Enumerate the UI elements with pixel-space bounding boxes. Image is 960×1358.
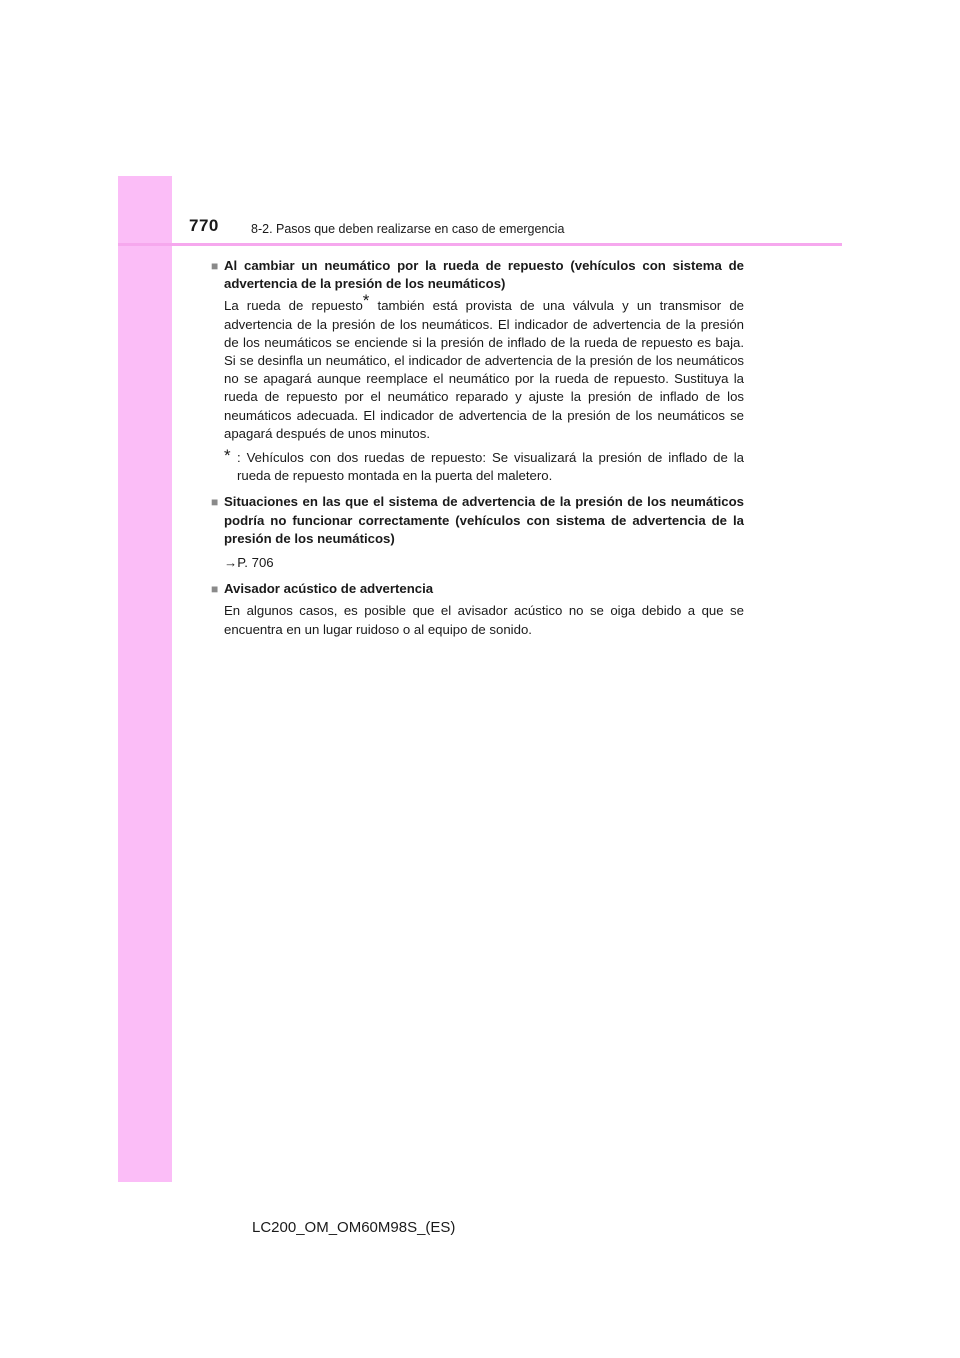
square-bullet-icon: ■ (211, 259, 219, 273)
page-content (211, 257, 744, 647)
footnote (224, 446, 744, 485)
footnote-star-icon: * (362, 291, 370, 311)
header-rule (118, 243, 842, 246)
section-heading (211, 580, 744, 598)
page-number: 770 (189, 216, 219, 235)
footnote-text: : Vehículos con dos ruedas de repuesto: Se visualizará la presión de inflado de la rueda de repuesto montada en la puerta del maletero. (237, 450, 744, 484)
section-malfunction-situations (211, 493, 744, 572)
body-text-rest: también está provista de una válvula y un transmisor de advertencia de la presión de los neumáticos. El indicador de advertencia de la presión de los neumáticos se enciende si la presión de inflado de la rueda de repuesto es baja. Si se desinfla un neumático, el indicador de advertencia de la presión de los neumáticos no se apagará aunque reemplace el neumático por la rueda de repuesto. Sustituya la rueda de repuesto por el neumático reparado y ajuste la presión de inflado de los neumáticos adecuada. El indicador de advertencia de la presión de los neumáticos se apagará después de unos minutos. (224, 298, 744, 441)
footnote-star-icon: * (224, 446, 231, 466)
section-heading (211, 493, 744, 548)
section-body (224, 291, 744, 485)
square-bullet-icon: ■ (211, 495, 219, 510)
heading-text: Al cambiar un neumático por la rueda de repuesto (vehículos con sistema de advertencia de la presión de los neumáticos) (224, 258, 744, 292)
heading-text: Situaciones en las que el sistema de advertencia de la presión de los neumáticos podría no funcionar correctamente (vehículos con sistema de advertencia de la presión de los neumáticos) (224, 494, 744, 546)
chapter-sidebar-tab (118, 176, 172, 1182)
section-body: En algunos casos, es posible que el avisador acústico no se oiga debido a que se encuentra en un lugar ruidoso o al equipo de sonido. (224, 603, 744, 637)
body-text-start: La rueda de repuesto (224, 298, 363, 314)
section-warning-buzzer (211, 580, 744, 639)
square-bullet-icon: ■ (211, 582, 219, 597)
heading-text: Avisador acústico de advertencia (224, 581, 434, 597)
page-reference-link[interactable]: →P. 706 (224, 555, 274, 571)
document-code: LC200_OM_OM60M98S_(ES) (252, 1219, 456, 1236)
section-title: 8-2. Pasos que deben realizarse en caso de emergencia (251, 222, 565, 236)
section-spare-tire (211, 257, 744, 485)
section-heading (211, 257, 744, 293)
